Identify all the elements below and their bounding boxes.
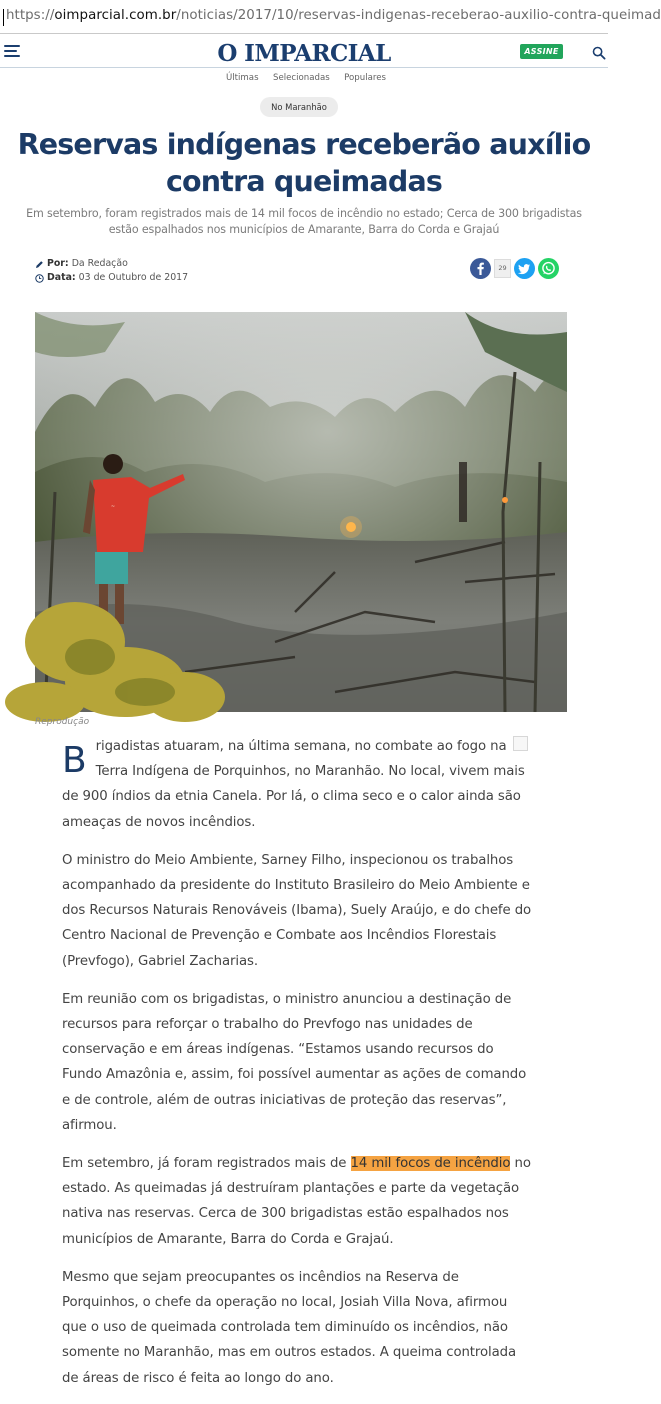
date-label: Data: bbox=[47, 272, 76, 283]
share-count: 29 bbox=[494, 259, 511, 278]
article-title: Reservas indígenas receberão auxílio contra queimadas bbox=[17, 128, 591, 198]
wildfire-scene-image bbox=[35, 312, 567, 712]
section-nav bbox=[226, 73, 386, 83]
url-text[interactable] bbox=[6, 8, 661, 23]
pencil-icon bbox=[35, 260, 44, 269]
category-tag[interactable]: No Maranhão bbox=[260, 97, 338, 117]
site-logo[interactable]: O IMPARCIAL bbox=[204, 40, 404, 67]
subscribe-button[interactable]: ASSINE bbox=[520, 44, 563, 59]
paragraph-3: Em reunião com os brigadistas, o ministro anunciou a destinação de recursos para reforçar o trabalho do Prevfogo nas unidades de conservação e em áreas indígenas. “Estamos usando recursos do Fundo Amazônia e, assim, foi possível aumentar as ações de comando e de controle, além de outras iniciativas de proteção das reservas”, afirmou. bbox=[62, 991, 527, 1133]
twitter-icon[interactable] bbox=[514, 258, 535, 279]
author-label: Por: bbox=[47, 258, 69, 269]
address-bar[interactable] bbox=[0, 0, 661, 34]
nav-ultimas[interactable]: Últimas bbox=[226, 73, 259, 83]
hamburger-menu-icon[interactable] bbox=[4, 44, 21, 58]
share-bar bbox=[470, 257, 559, 279]
nav-populares[interactable]: Populares bbox=[344, 73, 386, 83]
drop-cap: B bbox=[62, 740, 87, 781]
article-photo[interactable] bbox=[35, 312, 567, 712]
publish-date: 03 de Outubro de 2017 bbox=[78, 272, 189, 283]
clock-icon bbox=[35, 274, 44, 283]
search-icon[interactable] bbox=[592, 45, 606, 59]
paragraph-4 bbox=[62, 1151, 534, 1252]
article-subtitle: Em setembro, foram registrados mais de 14 mil focos de incêndio no estado; Cerca de 300 brigadistas estão espalhados nos municípios de Amarante, Barra do Corda e Grajaú bbox=[26, 207, 582, 236]
author-name[interactable]: Da Redação bbox=[71, 258, 128, 269]
paragraph-4-start: Em setembro, já foram registrados mais de bbox=[62, 1156, 351, 1172]
site-header bbox=[0, 35, 608, 89]
paragraph-5: Mesmo que sejam preocupantes os incêndios na Reserva de Porquinhos, o chefe da operação no local, Josiah Villa Nova, afirmou que o uso de queimada controlada tem diminuído os incêndios, não somente no Maranhão, mas em outros estados. A queima controlada de áreas de risco é feita ao longo do ano. bbox=[62, 1269, 517, 1386]
header-divider bbox=[0, 67, 608, 68]
paragraph-4-end: no estado. As queimadas já destruíram plantações e parte da vegetação nativa nas reservas. Cerca de 300 brigadistas estão espalhados nos municípios de Amarante, Barra do Corda e Grajaú. bbox=[62, 1156, 531, 1247]
url-host: oimparcial.com.br bbox=[54, 8, 177, 23]
highlighted-text[interactable]: 14 mil focos de incêndio bbox=[350, 1156, 511, 1172]
photo-credit: Reprodução bbox=[35, 717, 90, 727]
text-caret bbox=[3, 9, 4, 26]
svg-text:~: ~ bbox=[110, 504, 116, 510]
nav-selecionadas[interactable]: Selecionadas bbox=[273, 73, 330, 83]
article-meta bbox=[35, 257, 188, 285]
article-body bbox=[62, 734, 534, 1404]
whatsapp-icon[interactable] bbox=[538, 258, 559, 279]
url-path: /noticias/2017/10/reservas-indigenas-receberao-auxilio-contra-queimad bbox=[176, 8, 661, 23]
paragraph-1-text: rigadistas atuaram, na última semana, no combate ao fogo na Terra Indígena de Porquinhos, no Maranhão. No local, vivem mais de 900 índios da etnia Canela. Por lá, o clima seco e o calor ainda são ameaças de novos incêndios. bbox=[62, 739, 525, 830]
paragraph-2: O ministro do Meio Ambiente, Sarney Filho, inspecionou os trabalhos acompanhado da presidente do Instituto Brasileiro do Meio Ambiente e dos Recursos Naturais Renováveis (Ibama), Suely Araújo, e do chefe do Centro Nacional de Prevenção e Combate aos Incêndios Florestais (Prevfogo), Gabriel Zacharias. bbox=[62, 852, 532, 969]
facebook-icon[interactable] bbox=[470, 258, 491, 279]
paragraph-1 bbox=[62, 734, 534, 835]
url-scheme: https:// bbox=[6, 8, 55, 23]
